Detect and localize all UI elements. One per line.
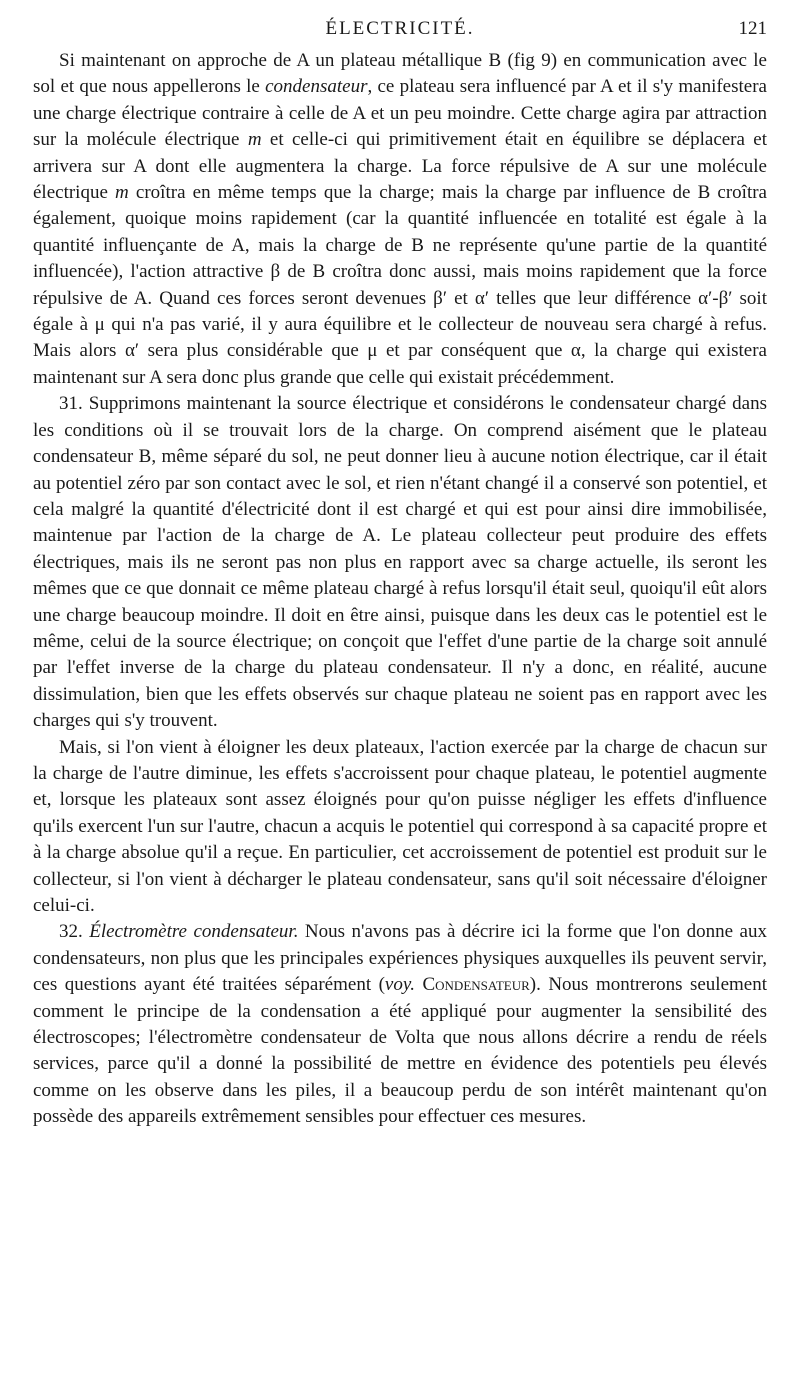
running-title: ÉLECTRICITÉ. [325,18,475,39]
italic-symbol-m: m [115,182,129,204]
text-run: et celle-ci qui primitivement était en équilibre se déplacera et arrivera sur A dont elle augmentera la charge. La force répulsive de A sur une molécule électrique [33,129,768,204]
running-header [33,18,767,48]
book-page [33,18,767,1131]
paragraph-section-31 [33,391,767,734]
text-run: Si maintenant on approche de A un plateau métallique B (fig 9) en communication avec le sol et que nous appellerons le [33,50,767,98]
paragraph-section-32 [33,919,767,1130]
cross-reference-condensateur: Condensateur [422,974,530,996]
text-run: , ce plateau sera influencé par A et il s'y manifestera une charge électrique contraire à celle de A et un peu moindre. Cette charge agira par attraction sur la molécule électrique [33,76,767,151]
text-run: Nous n'avons pas à décrire ici la forme que l'on donne aux condensateurs, non plus que les principales expériences physiques auxquelles ils peuvent servir, ces questions ayant été traitées séparément ( [33,921,767,996]
page-number: 121 [738,18,767,39]
text-run: ). Nous montrerons seulement comment le principe de la condensation a été appliqué pour augmenter la sensibilité des électroscopes; l'électromètre condensateur de Volta que nous allons décrire a rendu de réels services, parce qu'il a donné la possibilité de mettre en évidence des potentiels peu élevés comme on les observe dans les piles, il a beaucoup perdu de son intérêt maintenant qu'on possède des appareils extrêmement sensibles pour effectuer ces mesures. [33,974,767,1128]
section-number: 32. [59,921,90,943]
text-run: 31. Supprimons maintenant la source électrique et considérons le condensateur chargé dans les conditions où il se trouvait lors de la charge. On comprend aisément que le plateau condensateur B, même séparé du sol, ne peut donner lieu à aucune notion électrique, car il était au potentiel zéro par son contact avec le sol, et rien n'étant changé il a conservé son potentiel, et cela malgré la quantité d'électricité dont il est chargé et qui est pour ainsi dire immobilisée, maintenue par l'action de la charge de A. Le plateau collecteur peut produire des effets électriques, mais ils ne seront pas non plus en rapport avec sa charge actuelle, ils seront les mêmes que ce que donnait ce même plateau chargé à refus lorsqu'il était seul, quoiqu'il eût alors une charge beaucoup moindre. Il doit en être ainsi, puisque dans les deux cas le potentiel est le même, celui de la source électrique; on conçoit que l'effet d'une partie de la charge soit annulé par l'effet inverse de la charge du plateau condensateur. Il n'y a donc, en réalité, aucune dissimulation, bien que les effets observés sur chaque plateau ne soient pas en rapport avec les charges qui s'y trouvent. [33,393,767,732]
italic-term-condensateur: condensateur [265,76,368,98]
section-heading-electrometre: Électromètre condensateur. [89,921,299,943]
italic-symbol-m: m [247,129,262,151]
paragraph-plates-separation [33,735,767,920]
text-run: croîtra en même temps que la charge; mais la charge par influence de B croîtra également, quoique moins rapidement (car la quantité influencée en totalité est égale à la quantité influençante de A, mais la charge de B ne représente qu'une partie de la quantité influencée), l'action attractive β de B croîtra donc aussi, mais moins rapidement que la force répulsive de A. Quand ces forces seront devenues β′ et α′ telles que leur différence α′-β′ soit égale à μ qui n'a pas varié, il y aura équilibre et le collecteur de nouveau sera chargé à refus. Mais alors α′ sera plus considérable que μ et par conséquent que α, la charge qui existera maintenant sur A sera donc plus grande que celle qui existait précédemment. [33,182,767,388]
italic-voy: voy. [384,974,415,996]
text-run: Mais, si l'on vient à éloigner les deux plateaux, l'action exercée par la charge de chacun sur la charge de l'autre diminue, les effets s'accroissent pour chaque plateau, le potentiel augmente et, lorsque les plateaux sont assez éloignés pour qu'on puisse négliger les effets d'influence qu'ils exercent l'un sur l'autre, chacun a acquis le potentiel qui correspond à sa capacité propre et à la charge absolue qu'il a reçue. En particulier, cet accroissement de potentiel est produit sur le collecteur, si l'on vient à décharger le plateau condensateur, sans qu'il soit nécessaire d'éloigner celui-ci. [33,736,767,916]
paragraph-condenser-approach [33,48,767,391]
